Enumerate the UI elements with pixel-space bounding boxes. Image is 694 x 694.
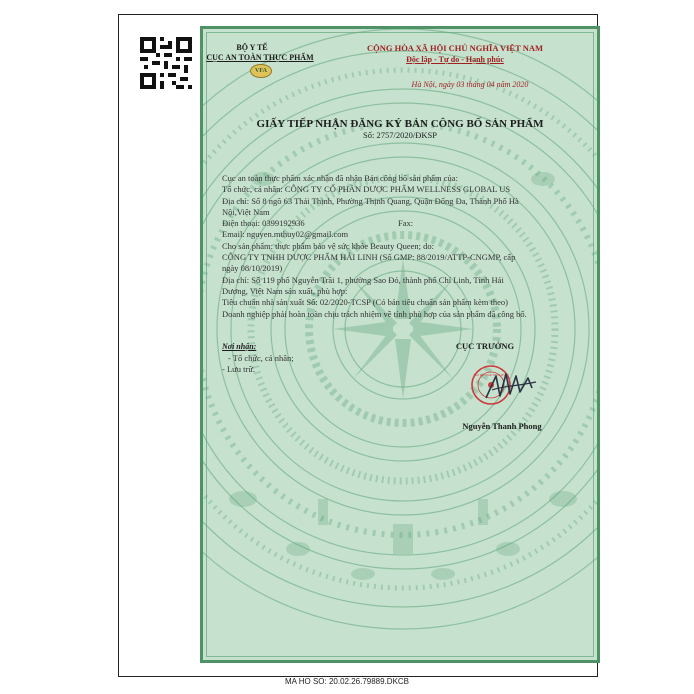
product-line: Cho sản phẩm: thực phẩm bảo vệ sức khỏe Beauty Queen; do: <box>222 241 434 251</box>
qr-code <box>140 37 192 89</box>
manufacturer-line-2: ngày 08/10/2019) <box>222 263 283 273</box>
stamp-text: CỤC AN TOÀN THỰC PHẨM <box>473 374 509 377</box>
document-title: GIẤY TIẾP NHẬN ĐĂNG KÝ BẢN CÔNG BỐ SẢN PHẨM <box>256 118 544 130</box>
document-number: Số: 2757/2020/ĐKSP <box>363 130 437 140</box>
manufacturer-line-1: CÔNG TY TNHH DƯỢC PHẨM HẢI LINH (Số GMP: 88/2019/ATTP-CNGMP, cấp <box>222 252 516 262</box>
address-line-2: Nội,Việt Nam <box>222 207 270 217</box>
organization-line: Tổ chức, cá nhân: CÔNG TY CỔ PHẦN DƯỢC PHẨM WELLNESS GLOBAL US <box>222 184 511 194</box>
intro-text: Cục an toàn thực phẩm xác nhận đã nhận Bản công bố sản phẩm của: <box>222 173 458 183</box>
national-motto: Độc lập - Tự do - Hạnh phúc <box>406 55 504 64</box>
handwritten-signature <box>482 368 542 404</box>
signer-name: Nguyễn Thanh Phong <box>462 421 542 431</box>
manufacturer-address-1: Địa chỉ: Số 119 phố Nguyễn Trãi 1, phường Sao Đỏ, thành phố Chí Linh, Tỉnh Hải <box>222 275 504 285</box>
standard-line: Tiêu chuẩn nhà sản xuất Số: 02/2020-TCSP (Có bản tiêu chuẩn sản phẩm kèm theo) <box>222 297 508 307</box>
recipient-item: - Lưu trữ. <box>222 364 256 374</box>
email-line: Email: nguyen.mthuy02@gmail.com <box>222 229 349 239</box>
place-date: Hà Nội, ngày 03 tháng 04 năm 2020 <box>411 80 529 89</box>
recipients-heading: Nơi nhận: <box>222 342 257 351</box>
country-name: CỘNG HÒA XÃ HỘI CHỦ NGHĨA VIỆT NAM <box>366 43 544 53</box>
phone-line: Điện thoại: 0399192936 <box>222 218 305 228</box>
responsibility-line: Doanh nghiệp phải hoàn toàn chịu trách nhiệm về tính phù hợp của sản phẩm đã công bố. <box>222 309 527 319</box>
ministry-name: BỘ Y TẾ <box>236 43 268 52</box>
manufacturer-address-2: Dương, Việt Nam sản xuất, phù hợp: <box>222 286 348 296</box>
vfa-logo: VFA <box>250 64 272 78</box>
fax-line: Fax: <box>398 218 414 228</box>
dossier-code: MA HO SO: 20.02.26.79889.DKCB <box>284 677 410 686</box>
address-line-1: Địa chỉ: Số 8 ngõ 63 Thái Thịnh, Phường Thịnh Quang, Quận Đống Đa, Thành Phố Hà <box>222 196 519 206</box>
signer-role: CỤC TRƯỞNG <box>455 341 515 351</box>
department-name: CỤC AN TOÀN THỰC PHẨM <box>206 53 314 62</box>
recipient-item: - Tổ chức, cá nhân; <box>228 353 294 363</box>
